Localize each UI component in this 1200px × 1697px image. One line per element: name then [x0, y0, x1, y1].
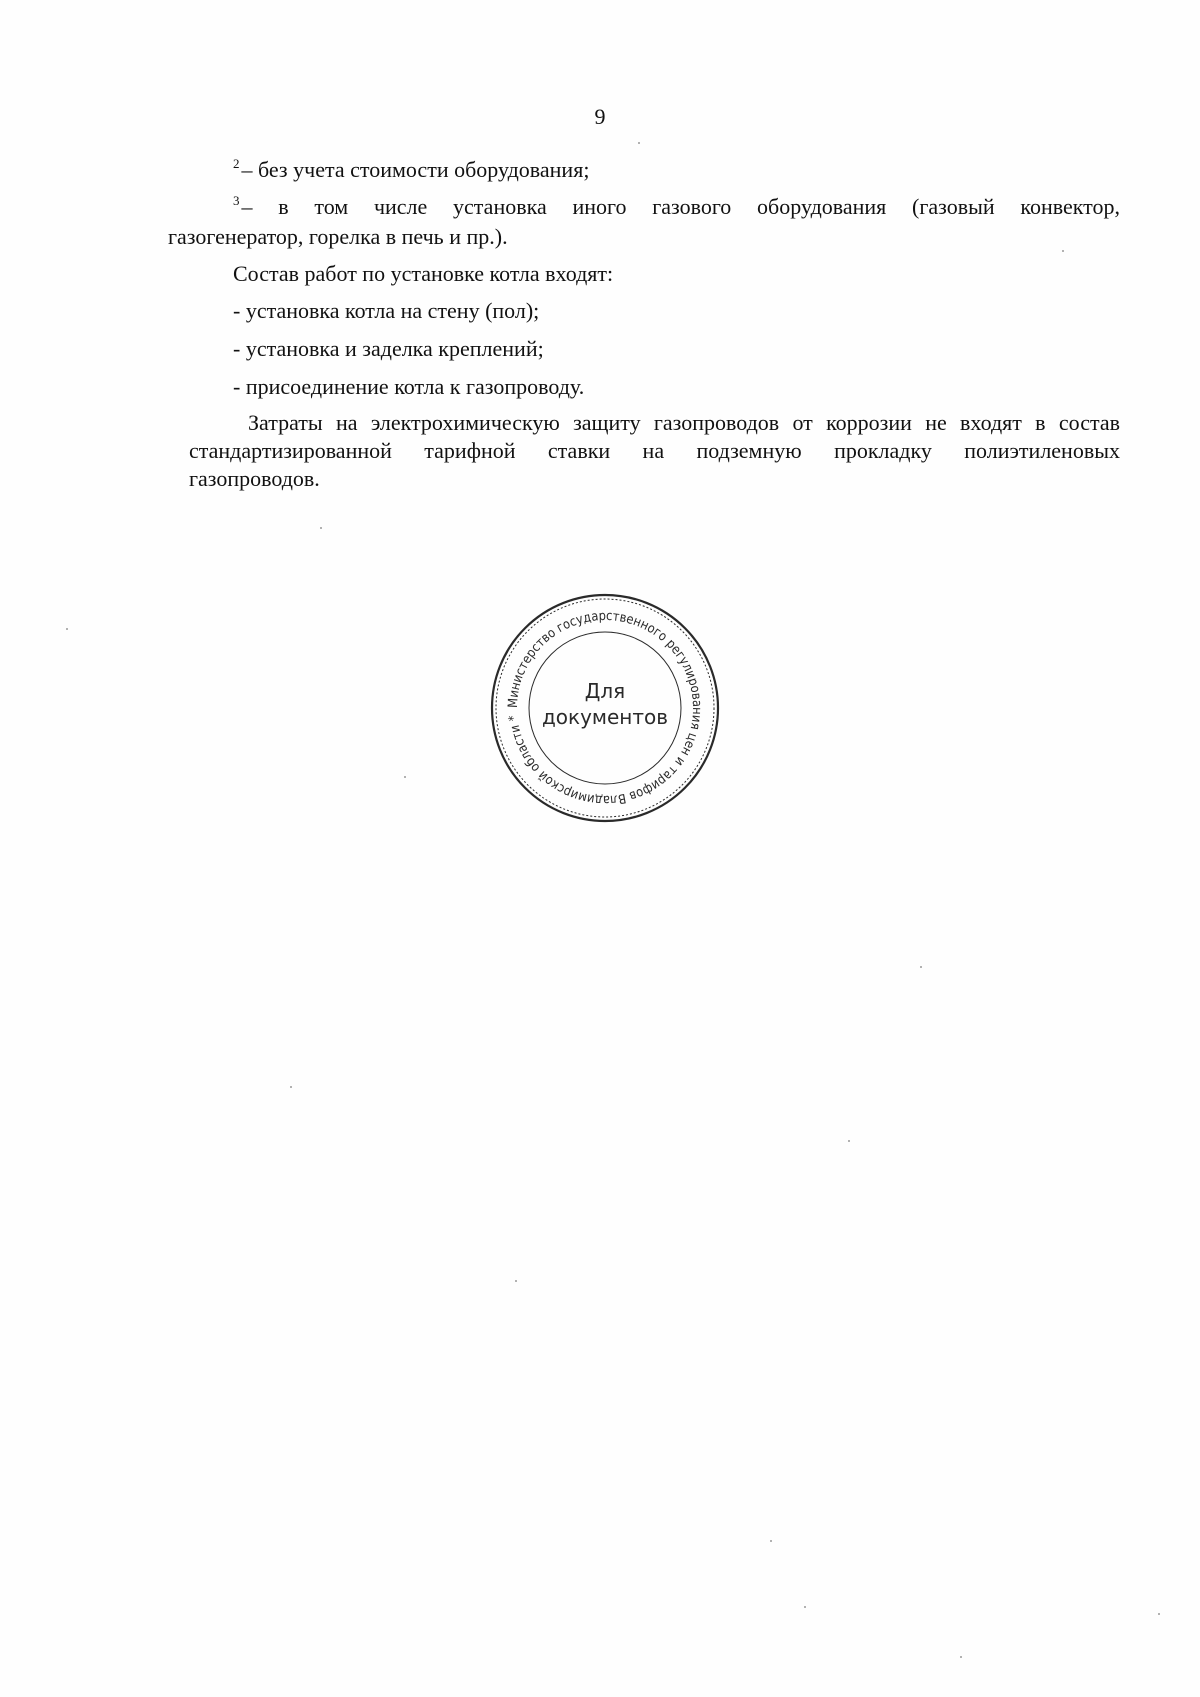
scan-speck	[848, 1140, 850, 1142]
scan-speck	[1158, 1613, 1160, 1615]
footnote-2-text: – без учета стоимости оборудования;	[241, 157, 590, 182]
scan-speck	[515, 1280, 517, 1282]
scan-speck	[960, 1656, 962, 1658]
scan-speck	[1062, 250, 1064, 252]
scan-speck	[804, 1606, 806, 1608]
scan-speck	[404, 776, 406, 778]
works-item-2: - установка и заделка креплений;	[233, 336, 544, 361]
seal-center-line-2: документов	[541, 705, 669, 729]
scan-speck	[920, 966, 922, 968]
works-item-1: - установка котла на стену (пол);	[233, 298, 540, 323]
note-line-3: газопроводов.	[189, 466, 320, 491]
footnote-2-marker: 2	[233, 156, 240, 171]
official-seal	[489, 592, 721, 824]
seal-center-line-1: Для	[584, 679, 626, 703]
note-line-1: Затраты на электрохимическую защиту газопроводов от коррозии не входят в состав	[248, 410, 1120, 435]
works-intro: Состав работ по установке котла входят:	[233, 261, 614, 286]
page-number: 9	[594, 104, 606, 129]
works-item-3: - присоединение котла к газопроводу.	[233, 374, 585, 399]
footnote-2	[233, 156, 589, 184]
seal-ring-text: Министерство государственного регулирования цен и тарифов Владимирской области *	[505, 608, 705, 808]
seal-graphic	[489, 592, 721, 824]
scan-speck	[638, 142, 640, 144]
scan-speck	[770, 1540, 772, 1542]
footnote-3-text-1: – в том числе установка иного газового оборудования (газовый конвектор,	[241, 194, 1120, 219]
scan-speck	[290, 1086, 292, 1088]
note-line-2: стандартизированной тарифной ставки на подземную прокладку полиэтиленовых	[189, 438, 1120, 463]
footnote-3-line-2: газогенератор, горелка в печь и пр.).	[168, 224, 508, 249]
scan-speck	[66, 628, 68, 630]
footnote-3-line-1	[233, 193, 1120, 221]
scan-speck	[320, 527, 322, 529]
footnote-3-marker: 3	[233, 193, 240, 208]
